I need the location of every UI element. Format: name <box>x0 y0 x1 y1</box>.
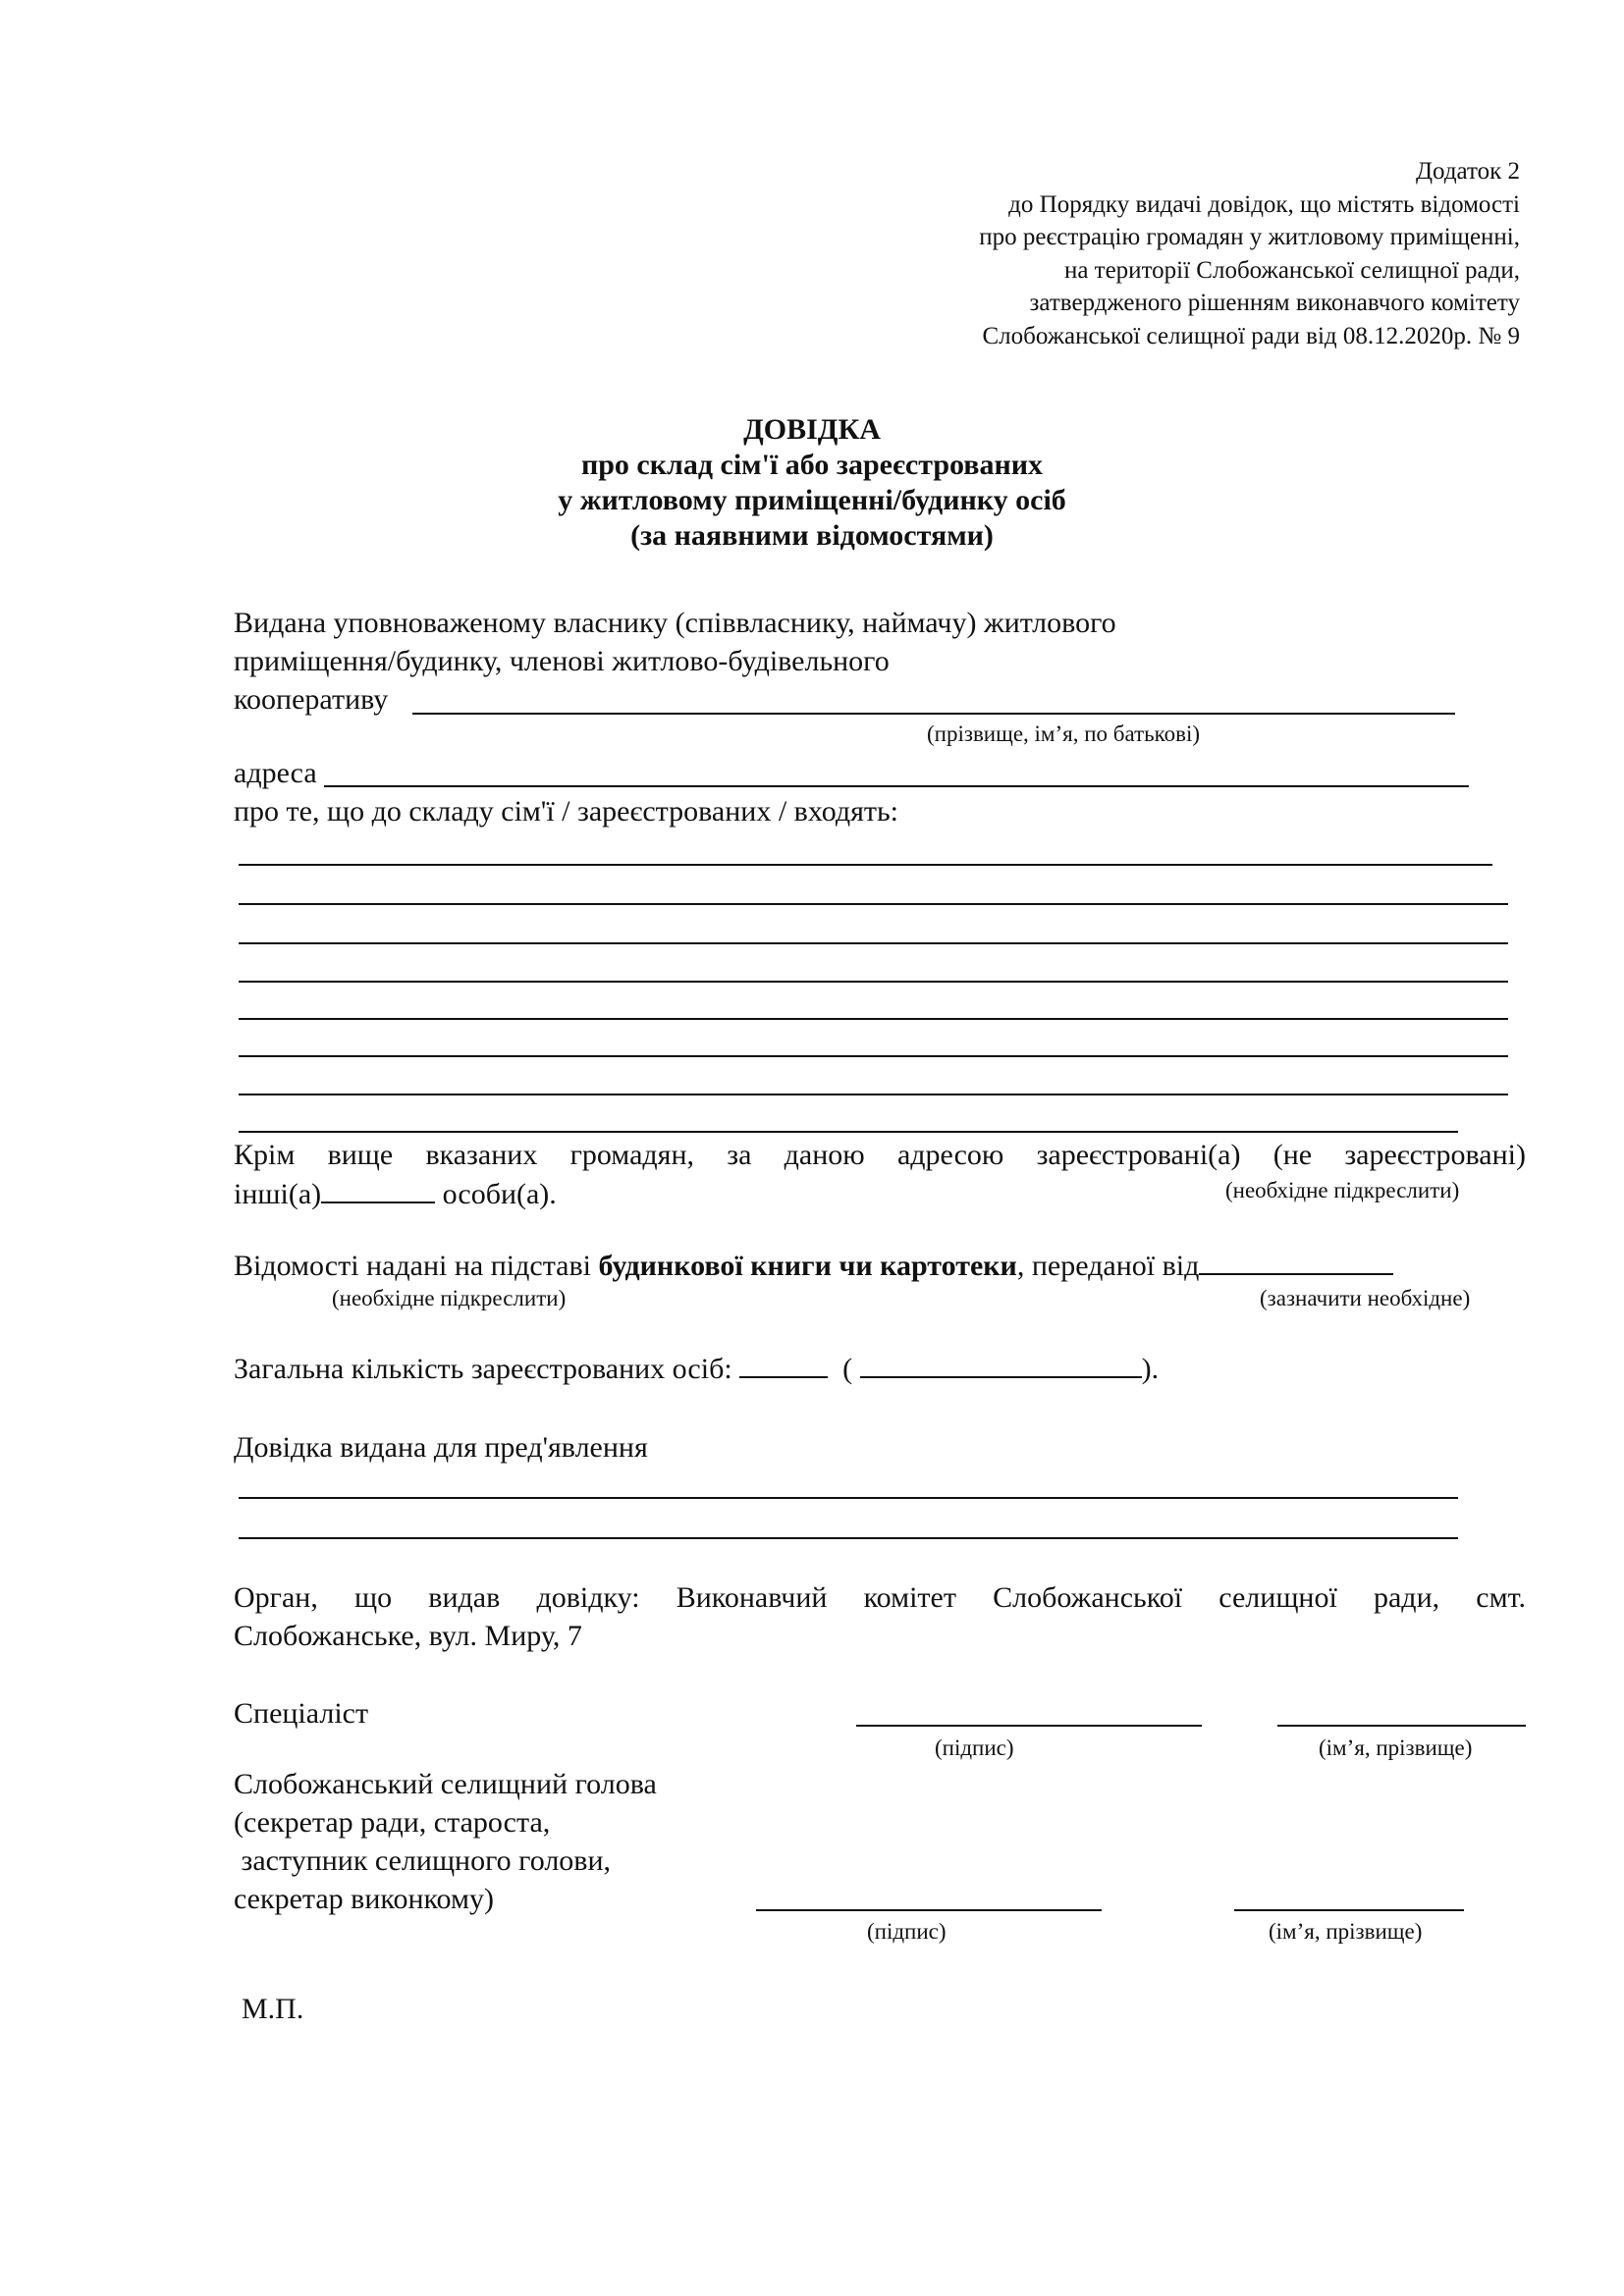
head-signature-field[interactable] <box>756 1909 1102 1911</box>
title-line-4: (за наявними відомостями) <box>630 519 994 552</box>
organ-word: довідку: <box>536 1581 640 1614</box>
appendix-header <box>734 155 1520 352</box>
specialist-signature-field[interactable] <box>856 1725 1202 1727</box>
composition-label: про те, що до складу сім'ї / зареєстрованих / входять: <box>234 795 899 828</box>
issued-line-1: Видана уповноваженому власнику (співвласнику, наймачу) житлового <box>234 607 1116 639</box>
total-close-paren: ). <box>1141 1353 1160 1385</box>
besides-word: громадян, <box>569 1139 695 1171</box>
title-line-3: у житловому приміщенні/будинку осіб <box>558 484 1066 516</box>
besides-hint: (необхідне підкреслити) <box>1225 1178 1460 1202</box>
organ-word: ради, <box>1373 1581 1440 1614</box>
specialist-name-hint: (ім’я, прізвище) <box>1319 1735 1473 1760</box>
specialist-name-field[interactable] <box>1277 1725 1526 1727</box>
specialist-sign-hint: (підпис) <box>935 1735 1014 1760</box>
head-name-hint: (ім’я, прізвище) <box>1269 1919 1423 1944</box>
organ-word: Орган, <box>234 1581 318 1614</box>
purpose-field[interactable] <box>239 1497 1458 1499</box>
specialist-label: Спеціаліст <box>234 1697 369 1730</box>
besides-word: зареєстровані(а) <box>1036 1139 1241 1171</box>
total-line <box>234 1351 1159 1386</box>
total-number-field[interactable] <box>739 1351 828 1378</box>
appendix-line-3: про реєстрацію громадян у житловому приміщенні, <box>979 224 1520 250</box>
appendix-number: Додаток 2 <box>1416 158 1520 185</box>
basis-prefix: Відомості надані на підставі <box>234 1250 599 1282</box>
total-open-paren: ( <box>842 1353 853 1385</box>
member-line[interactable] <box>239 1018 1508 1020</box>
owner-name-field[interactable] <box>412 713 1455 715</box>
appendix-line-4: на території Слобожанської селищної ради, <box>1063 256 1520 284</box>
besides-word: даною <box>784 1139 865 1171</box>
organ-word: що <box>354 1581 393 1614</box>
others-count-field[interactable] <box>321 1176 435 1203</box>
basis-hint-left: (необхідне підкреслити) <box>332 1286 567 1310</box>
organ-word: Слобожанської <box>993 1581 1183 1614</box>
purpose-field[interactable] <box>239 1537 1458 1539</box>
besides-word: Крім <box>234 1139 296 1171</box>
head-name-field[interactable] <box>1234 1909 1464 1911</box>
others-label: інші(а) <box>234 1178 322 1210</box>
organ-line-2: Слобожанське, вул. Миру, 7 <box>234 1620 582 1652</box>
appendix-line-2: до Порядку видачі довідок, що містять відомості <box>1008 190 1520 218</box>
besides-word: вказаних <box>425 1139 538 1171</box>
basis-suffix: , переданої від <box>1016 1250 1200 1282</box>
head-line-2: (секретар ради, староста, <box>234 1806 551 1839</box>
persons-label: особи(а). <box>435 1178 557 1210</box>
address-field[interactable] <box>324 785 1469 787</box>
head-sign-hint: (підпис) <box>867 1919 947 1944</box>
title-main: ДОВІДКА <box>743 413 881 446</box>
head-line-4: секретар виконкому) <box>234 1883 494 1915</box>
basis-hint-right: (зазначити необхідне) <box>1260 1286 1471 1310</box>
owner-name-hint: (прізвище, ім’я, по батькові) <box>927 721 1201 746</box>
basis-source: будинкової книги чи картотеки <box>598 1250 1017 1282</box>
issued-line-2: приміщення/будинку, членові житлово-будівельного <box>234 645 890 677</box>
besides-word: за <box>727 1139 752 1171</box>
member-line[interactable] <box>239 1131 1458 1133</box>
issued-line-3: кооперативу <box>234 683 389 716</box>
besides-word: вище <box>327 1139 394 1171</box>
head-line-1: Слобожанський селищний голова <box>234 1768 657 1800</box>
appendix-line-6: Слобожанської селищної ради від 08.12.2020р. № 9 <box>982 322 1520 349</box>
member-line[interactable] <box>239 903 1508 905</box>
member-line[interactable] <box>239 942 1508 944</box>
document-title <box>0 412 1624 554</box>
organ-word: Виконавчий <box>676 1581 828 1614</box>
head-line-3: заступник селищного голови, <box>234 1844 612 1877</box>
besides-word: (не <box>1272 1139 1313 1171</box>
organ-word: селищної <box>1218 1581 1337 1614</box>
basis-source-field[interactable] <box>1199 1248 1393 1275</box>
title-line-2: про склад сім'ї або зареєстрованих <box>580 449 1044 481</box>
besides-word: адресою <box>896 1139 1004 1171</box>
total-words-field[interactable] <box>860 1351 1142 1378</box>
total-label: Загальна кількість зареєстрованих осіб: <box>234 1353 740 1385</box>
address-label: адреса <box>234 757 317 789</box>
organ-word: комітет <box>863 1581 956 1614</box>
organ-word: видав <box>428 1581 501 1614</box>
purpose-label: Довідка видана для пред'явлення <box>234 1431 648 1464</box>
besides-word: зареєстровані) <box>1344 1139 1526 1171</box>
basis-line <box>234 1248 1393 1283</box>
stamp-placeholder: М.П. <box>242 1993 304 2025</box>
member-line[interactable] <box>239 1094 1508 1095</box>
organ-line-1 <box>234 1581 1526 1615</box>
member-line[interactable] <box>239 981 1508 983</box>
member-line[interactable] <box>239 864 1492 866</box>
member-line[interactable] <box>239 1055 1508 1057</box>
besides-line-2 <box>234 1176 557 1211</box>
besides-line-1 <box>234 1139 1526 1172</box>
organ-word: смт. <box>1476 1581 1526 1614</box>
appendix-line-5: затвердженого рішенням виконавчого комітету <box>1029 290 1520 316</box>
